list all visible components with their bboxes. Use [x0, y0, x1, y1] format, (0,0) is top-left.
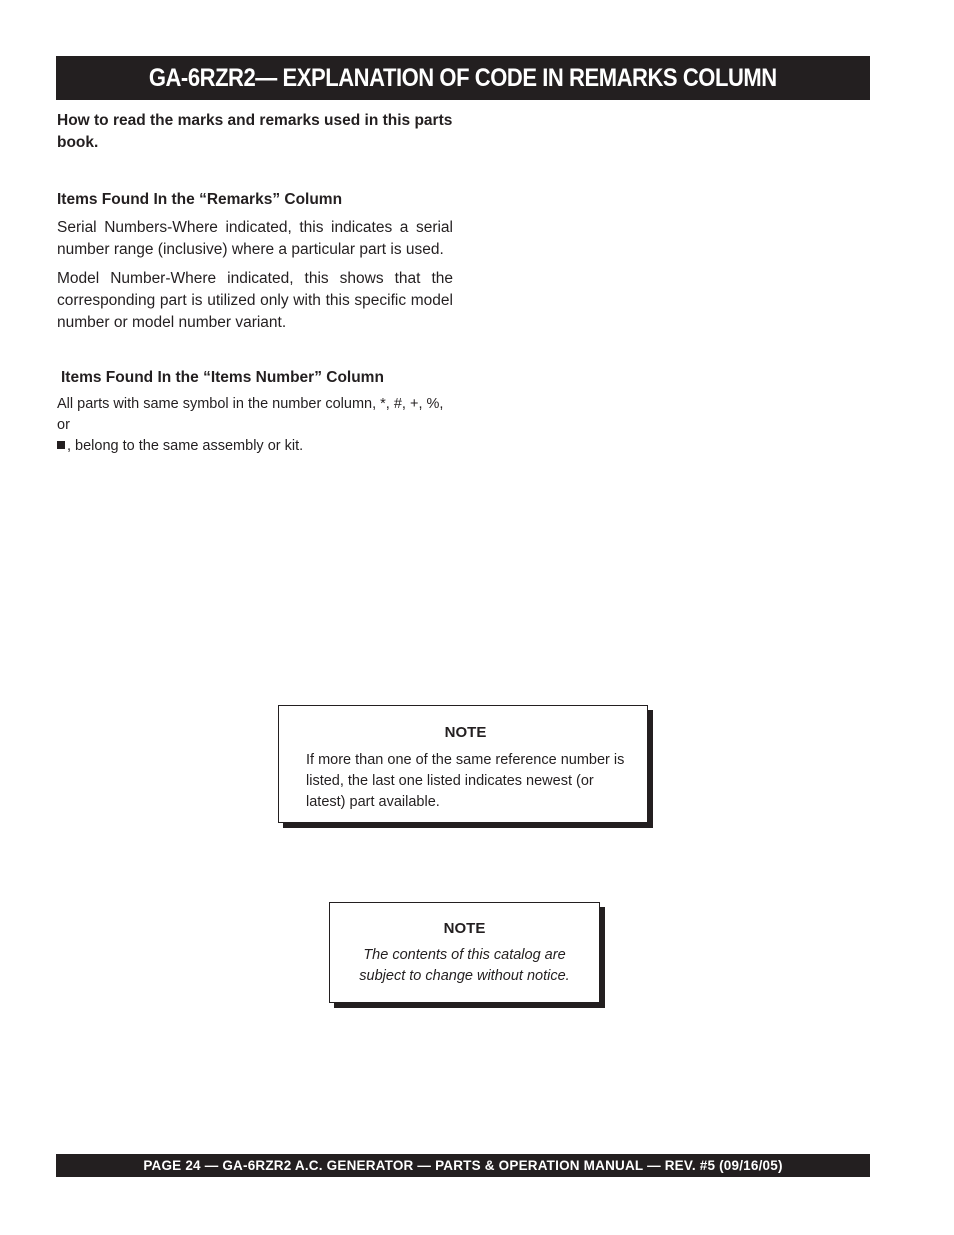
- remarks-heading: Items Found In the “Remarks” Column: [57, 191, 343, 208]
- footer-text: PAGE 24 — GA-6RZR2 A.C. GENERATOR — PARTS & OPERATION MANUAL — REV. #5 (09/16/05): [143, 1158, 783, 1173]
- intro-text: How to read the marks and remarks used in this parts book.: [57, 112, 453, 151]
- square-symbol-icon: [57, 441, 65, 449]
- note-text: The contents of this catalog are subject to change without notice.: [359, 947, 570, 984]
- symbols-text-start: All parts with same symbol in the number column,: [57, 396, 381, 412]
- title-bar: [56, 56, 870, 100]
- note-text: If more than one of the same reference number is listed, the last one listed indicates newest (or latest) part available.: [306, 752, 625, 810]
- page-title: GA-6RZR2— EXPLANATION OF CODE IN REMARKS COLUMN: [149, 63, 777, 92]
- serial-numbers-paragraph: Serial Numbers-Where indicated, this indicates a serial number range (inclusive) where a particular part is used.: [57, 219, 453, 258]
- model-number-paragraph: Model Number-Where indicated, this shows that the corresponding part is utilized only with this specific model number or model number variant.: [57, 270, 453, 331]
- symbols-text-end: , belong to the same assembly or kit.: [67, 438, 304, 454]
- note-title: NOTE: [444, 724, 487, 741]
- footer-bar: [56, 1154, 870, 1177]
- note-box-catalog: [329, 902, 600, 1003]
- main-column: [57, 110, 453, 457]
- symbols-list: *, #, +, %, or: [57, 396, 444, 433]
- note-title: NOTE: [443, 920, 486, 937]
- note-box-reference: [278, 705, 648, 823]
- symbols-paragraph: [57, 394, 453, 457]
- items-number-heading: Items Found In the “Items Number” Column: [61, 369, 384, 386]
